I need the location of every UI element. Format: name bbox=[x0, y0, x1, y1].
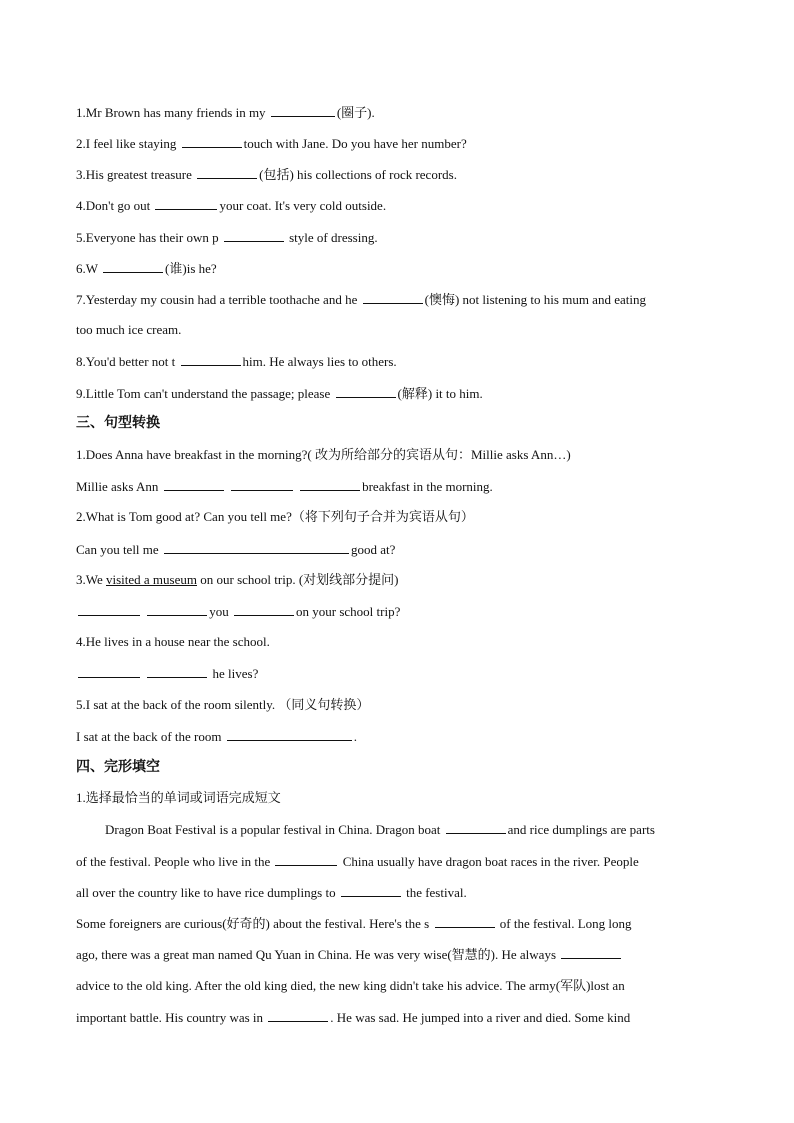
answer-blank[interactable] bbox=[147, 603, 207, 616]
answer-blank[interactable] bbox=[234, 603, 294, 616]
answer-prefix: Can you tell me bbox=[76, 542, 162, 557]
passage-text: important battle. His country was in bbox=[76, 1010, 267, 1025]
question-3-2 bbox=[76, 509, 726, 525]
question-text: is he? bbox=[186, 261, 217, 276]
question-3-5 bbox=[76, 697, 726, 713]
hint-text: （将下列句子合并为宾语从句） bbox=[291, 509, 474, 524]
answer-blank[interactable] bbox=[182, 135, 242, 148]
question-2-9 bbox=[76, 385, 726, 402]
question-2-1 bbox=[76, 104, 726, 121]
question-text: on our school trip. bbox=[197, 572, 296, 587]
passage-line bbox=[76, 915, 726, 932]
answer-blank[interactable] bbox=[363, 291, 423, 304]
question-text: 5.Everyone has their own p bbox=[76, 230, 222, 245]
question-3-4: 4.He lives in a house near the school. bbox=[76, 634, 270, 649]
question-text: his collections of rock records. bbox=[293, 167, 457, 182]
answer-blank[interactable] bbox=[227, 728, 352, 741]
answer-suffix: breakfast in the morning. bbox=[362, 479, 493, 494]
question-2-3 bbox=[76, 166, 726, 183]
question-3-1 bbox=[76, 447, 726, 463]
question-text: 3.His greatest treasure bbox=[76, 167, 196, 182]
passage-text: Some foreigners are curious(好奇的) about the festival. Here's the s bbox=[76, 916, 433, 931]
answer-blank[interactable] bbox=[300, 478, 360, 491]
question-text: your coat. It's very cold outside. bbox=[219, 198, 387, 213]
question-text: 9.Little Tom can't understand the passage; please bbox=[76, 386, 334, 401]
question-text: 2.I feel like staying bbox=[76, 136, 180, 151]
answer-blank[interactable] bbox=[147, 665, 207, 678]
answer-suffix: he lives? bbox=[209, 666, 259, 681]
passage-text: ago, there was a great man named Qu Yuan in China. He was very wise(智慧的). He always bbox=[76, 947, 560, 962]
answer-suffix: good at? bbox=[350, 542, 396, 557]
question-3-3 bbox=[76, 572, 726, 588]
section-heading: 三、句型转换 bbox=[76, 415, 160, 431]
question-2-4 bbox=[76, 197, 726, 214]
answer-blank[interactable] bbox=[197, 166, 257, 179]
question-text: 1.Does Anna have breakfast in the morning? bbox=[76, 447, 308, 462]
question-text: 6.W bbox=[76, 261, 102, 276]
passage-line bbox=[105, 821, 755, 838]
section-heading: 四、完形填空 bbox=[76, 759, 160, 775]
passage-text: all over the country like to have rice dumplings to bbox=[76, 885, 339, 900]
answer-blank[interactable] bbox=[78, 603, 140, 616]
answer-blank[interactable] bbox=[164, 541, 349, 554]
answer-blank[interactable] bbox=[446, 821, 506, 834]
answer-blank[interactable] bbox=[224, 229, 284, 242]
question-text: 7.Yesterday my cousin had a terrible toothache and he bbox=[76, 292, 361, 307]
question-text: touch with Jane. Do you have her number? bbox=[243, 136, 467, 151]
answer-blank[interactable] bbox=[275, 853, 337, 866]
hint-text: (圈子) bbox=[336, 105, 372, 120]
question-2-5 bbox=[76, 229, 726, 246]
answer-blank[interactable] bbox=[341, 884, 401, 897]
hint-text: (包括) bbox=[259, 167, 294, 182]
passage-text: Dragon Boat Festival is a popular festival in China. Dragon boat bbox=[105, 822, 444, 837]
answer-blank[interactable] bbox=[164, 478, 224, 491]
answer-blank[interactable] bbox=[103, 260, 163, 273]
answer-blank[interactable] bbox=[561, 946, 621, 959]
answer-line-3-3 bbox=[76, 603, 726, 620]
answer-blank[interactable] bbox=[155, 197, 217, 210]
question-text: him. He always lies to others. bbox=[242, 354, 397, 369]
answer-prefix: Millie asks Ann bbox=[76, 479, 162, 494]
passage-line: advice to the old king. After the old king died, the new king didn't take his advice. The army(军队)lost an bbox=[76, 978, 625, 993]
answer-line-3-5 bbox=[76, 728, 726, 745]
hint-text: (谁) bbox=[165, 261, 187, 276]
question-2-7 bbox=[76, 291, 726, 308]
answer-blank[interactable] bbox=[78, 665, 140, 678]
answer-line-3-2 bbox=[76, 541, 726, 558]
hint-text: （同义句转换） bbox=[278, 697, 370, 712]
passage-line bbox=[76, 946, 726, 963]
passage-text: and rice dumplings are parts bbox=[507, 822, 655, 837]
answer-blank[interactable] bbox=[268, 1009, 328, 1022]
passage-line bbox=[76, 853, 726, 870]
passage-text: of the festival. Long long bbox=[496, 916, 632, 931]
answer-blank[interactable] bbox=[271, 104, 335, 117]
question-text: 4.Don't go out bbox=[76, 198, 154, 213]
answer-suffix: . bbox=[353, 729, 357, 744]
question-2-6 bbox=[76, 260, 726, 277]
question-text: 2.What is Tom good at? Can you tell me? bbox=[76, 509, 292, 524]
answer-prefix: I sat at the back of the room bbox=[76, 729, 225, 744]
answer-line-3-1 bbox=[76, 478, 726, 495]
question-text: not listening to his mum and eating bbox=[459, 292, 646, 307]
question-text: 3.We bbox=[76, 572, 106, 587]
hint-text: (对划线部分提问) bbox=[298, 572, 399, 587]
question-text: 8.You'd better not t bbox=[76, 354, 179, 369]
question-2-8 bbox=[76, 353, 726, 370]
passage-text: . He was sad. He jumped into a river and died. Some kind bbox=[330, 1010, 631, 1025]
question-2-7-cont: too much ice cream. bbox=[76, 322, 182, 337]
answer-text: you bbox=[209, 604, 232, 619]
answer-blank[interactable] bbox=[231, 478, 293, 491]
section-instruction: 1.选择最恰当的单词或词语完成短文 bbox=[76, 790, 281, 805]
question-2-2 bbox=[76, 135, 726, 152]
hint-text: ( 改为所给部分的宾语从句：Millie asks Ann…) bbox=[307, 447, 571, 462]
passage-text: China usually have dragon boat races in the river. People bbox=[339, 854, 639, 869]
question-text: it to him. bbox=[432, 386, 483, 401]
passage-line bbox=[76, 1009, 726, 1026]
answer-blank[interactable] bbox=[181, 353, 241, 366]
answer-blank[interactable] bbox=[435, 915, 495, 928]
answer-blank[interactable] bbox=[336, 385, 396, 398]
passage-line bbox=[76, 884, 726, 901]
question-text: 1.Mr Brown has many friends in my bbox=[76, 105, 269, 120]
hint-text: (懊悔) bbox=[424, 292, 460, 307]
underlined-phrase: visited a museum bbox=[106, 572, 197, 587]
answer-line-3-4 bbox=[76, 665, 726, 682]
hint-text: (解释) bbox=[397, 386, 433, 401]
passage-text: of the festival. People who live in the bbox=[76, 854, 274, 869]
passage-text: the festival. bbox=[402, 885, 467, 900]
answer-suffix: on your school trip? bbox=[296, 604, 401, 619]
question-text: . bbox=[371, 105, 375, 120]
question-text: 5.I sat at the back of the room silently. bbox=[76, 697, 276, 712]
question-text: style of dressing. bbox=[285, 230, 378, 245]
